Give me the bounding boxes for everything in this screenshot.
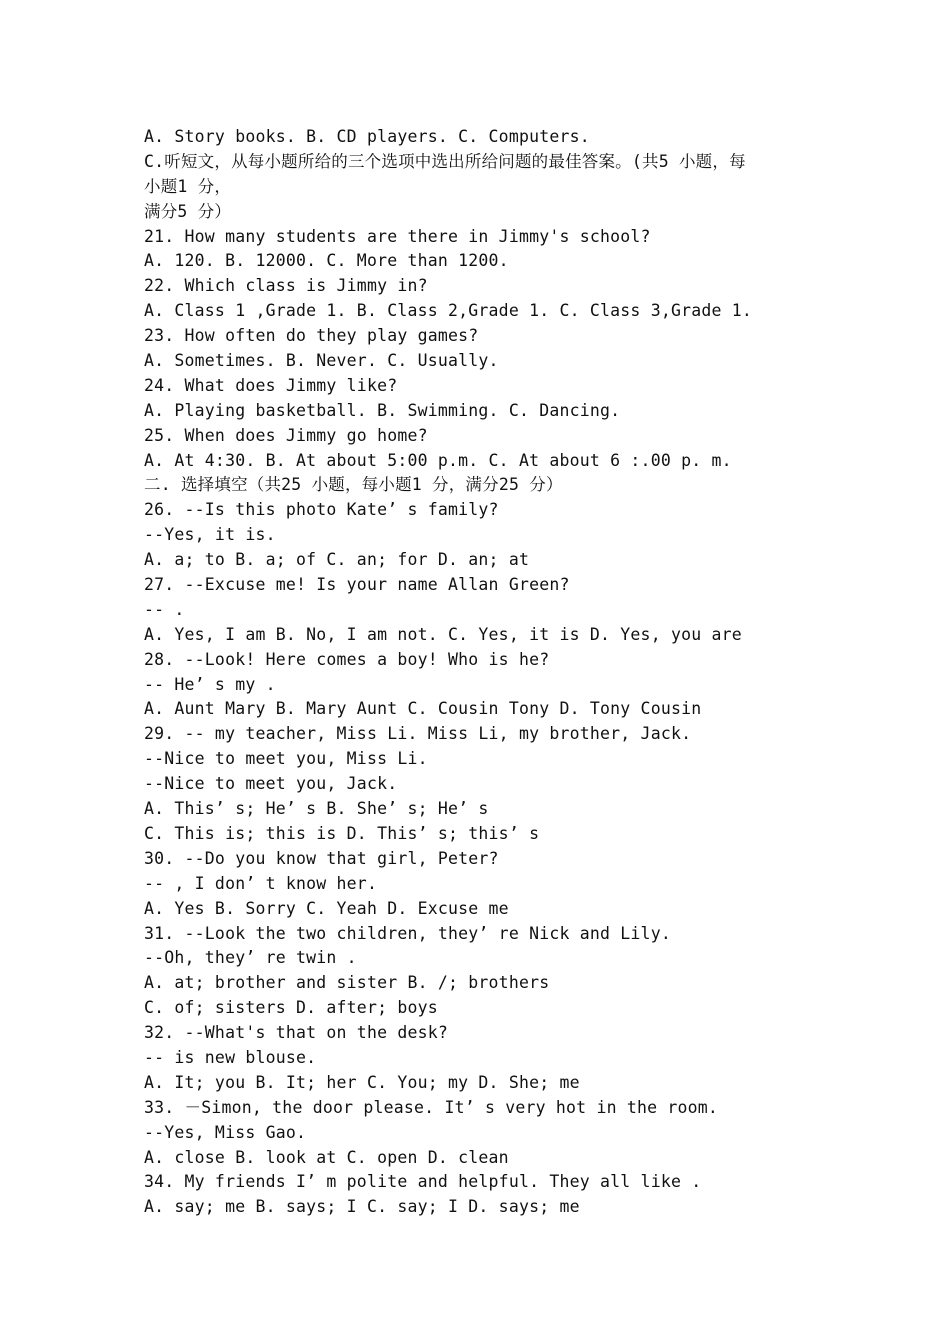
dialogue-line: -- He’ s my . bbox=[144, 674, 276, 694]
answer-options: C. This is; this is D. This’ s; this’ s bbox=[144, 823, 540, 843]
answer-options: A. Sometimes. B. Never. C. Usually. bbox=[144, 351, 499, 371]
answer-options: A. Playing basketball. B. Swimming. C. Dancing. bbox=[144, 400, 621, 420]
question-25: 25. When does Jimmy go home? bbox=[144, 425, 428, 445]
text-line: 满分5 分） bbox=[144, 201, 232, 221]
text-line: 小题1 分， bbox=[144, 176, 232, 196]
answer-options: C. of; sisters D. after; boys bbox=[144, 998, 438, 1018]
dialogue-line: -- is new blouse. bbox=[144, 1047, 317, 1067]
question-24: 24. What does Jimmy like? bbox=[144, 375, 398, 395]
answer-options: A. at; brother and sister B. /; brothers bbox=[144, 973, 550, 993]
question-22: 22. Which class is Jimmy in? bbox=[144, 276, 428, 296]
answer-options: A. This’ s; He’ s B. She’ s; He’ s bbox=[144, 799, 489, 819]
dialogue-line: -- , I don’ t know her. bbox=[144, 873, 378, 893]
answer-options: A. Yes B. Sorry C. Yeah D. Excuse me bbox=[144, 898, 509, 918]
dialogue-line: --Oh, they’ re twin . bbox=[144, 948, 357, 968]
question-30: 30. --Do you know that girl, Peter? bbox=[144, 848, 499, 868]
dialogue-line: --Nice to meet you, Jack. bbox=[144, 774, 398, 794]
question-32: 32. --What's that on the desk? bbox=[144, 1023, 449, 1043]
section-heading: 二. 选择填空（共25 小题，每小题1 分，满分25 分） bbox=[144, 475, 563, 495]
answer-options: A. 120. B. 12000. C. More than 1200. bbox=[144, 251, 509, 271]
question-29: 29. -- my teacher, Miss Li. Miss Li, my brother, Jack. bbox=[144, 724, 692, 744]
dialogue-line: -- . bbox=[144, 599, 185, 619]
answer-options: A. Class 1 ,Grade 1. B. Class 2,Grade 1. C. Class 3,Grade 1. bbox=[144, 301, 753, 321]
dialogue-line: --Yes, Miss Gao. bbox=[144, 1122, 307, 1142]
dialogue-line: --Nice to meet you, Miss Li. bbox=[144, 749, 428, 769]
question-31: 31. --Look the two children, they’ re Nick and Lily. bbox=[144, 923, 671, 943]
question-33: 33. －Simon, the door please. It’ s very hot in the room. bbox=[144, 1097, 719, 1117]
text-line: A. Story books. B. CD players. C. Computers. bbox=[144, 127, 590, 146]
dialogue-line: --Yes, it is. bbox=[144, 525, 276, 545]
answer-options: A. say; me B. says; I C. say; I D. says; me bbox=[144, 1197, 580, 1217]
answer-options: A. Aunt Mary B. Mary Aunt C. Cousin Tony D. Tony Cousin bbox=[144, 699, 702, 719]
text-line: C.听短文，从每小题所给的三个选项中选出所给问题的最佳答案。(共5 小题，每 bbox=[144, 151, 746, 171]
answer-options: A. It; you B. It; her C. You; my D. She; me bbox=[144, 1072, 580, 1092]
question-27: 27. --Excuse me! Is your name Allan Green? bbox=[144, 575, 570, 595]
document-text bbox=[144, 125, 824, 1220]
answer-options: A. close B. look at C. open D. clean bbox=[144, 1147, 509, 1167]
question-34: 34. My friends I’ m polite and helpful. They all like . bbox=[144, 1172, 702, 1192]
question-28: 28. --Look! Here comes a boy! Who is he? bbox=[144, 649, 550, 669]
question-21: 21. How many students are there in Jimmy's school? bbox=[144, 226, 651, 246]
question-23: 23. How often do they play games? bbox=[144, 326, 479, 346]
answer-options: A. At 4:30. B. At about 5:00 p.m. C. At about 6 :.00 p. m. bbox=[144, 450, 732, 470]
answer-options: A. Yes, I am B. No, I am not. C. Yes, it is D. Yes, you are bbox=[144, 624, 742, 644]
answer-options: A. a; to B. a; of C. an; for D. an; at bbox=[144, 550, 530, 570]
question-26: 26. --Is this photo Kate’ s family? bbox=[144, 500, 499, 520]
